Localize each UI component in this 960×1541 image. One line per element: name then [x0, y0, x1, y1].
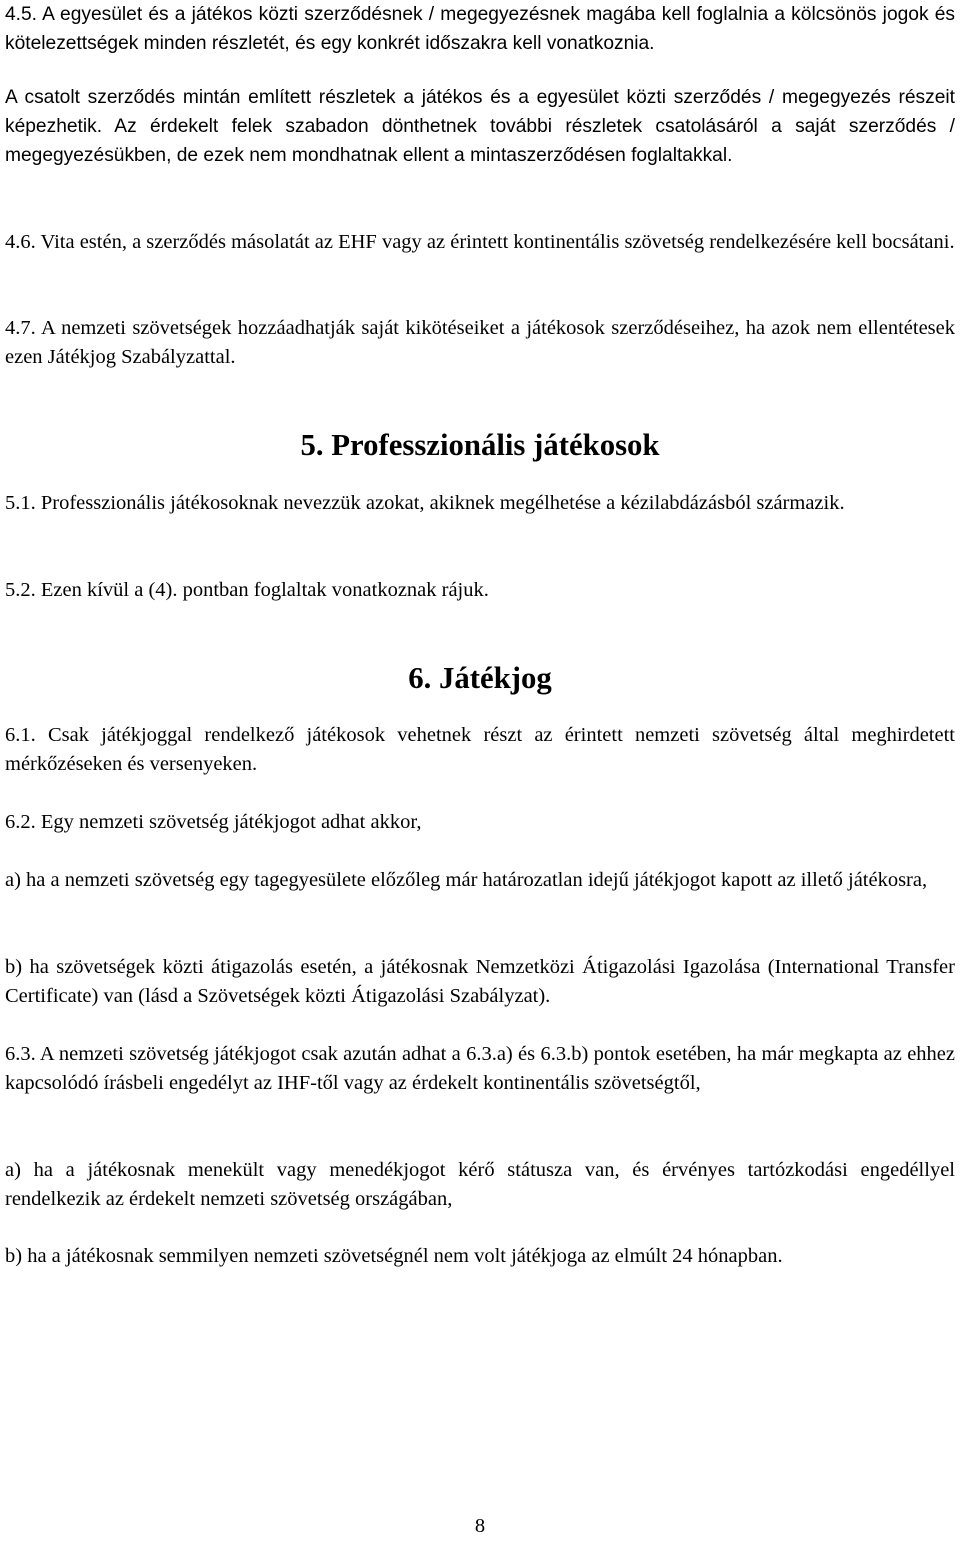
- paragraph-4-6: 4.6. Vita estén, a szerződés másolatát az EHF vagy az érintett kontinentális szövetség rendelkezésére kell bocsátani.: [5, 231, 955, 253]
- paragraph-contract-details: A csatolt szerződés mintán említett részletek a játékos és a egyesület közti szerződés / megegyezés részeit képezhetik. Az érdekelt felek szabadon dönthetnek további részletek csatolásáról a saját szerződés / megegyezésükben, de ezek nem mondhatnak ellent a mintaszerződésen foglaltakkal.: [5, 87, 955, 166]
- paragraph-5-2: 5.2. Ezen kívül a (4). pontban foglaltak vonatkoznak rájuk.: [5, 579, 489, 601]
- paragraph-6-3-b: b) ha a játékosnak semmilyen nemzeti szövetségnél nem volt játékjoga az elmúlt 24 hónapban.: [5, 1245, 783, 1267]
- paragraph-6-1: 6.1. Csak játékjoggal rendelkező játékosok vehetnek részt az érintett nemzeti szövetség által meghirdetett mérkőzéseken és versenyeken.: [5, 724, 955, 775]
- section-6-heading: 6. Játékjog: [408, 661, 552, 695]
- paragraph-6-3: 6.3. A nemzeti szövetség játékjogot csak azután adhat a 6.3.a) és 6.3.b) pontok esetében, ha már megkapta az ehhez kapcsolódó írásbeli engedélyt az IHF-től vagy az érdekelt kontinentális szövetségtől,: [5, 1043, 955, 1094]
- paragraph-4-7: 4.7. A nemzeti szövetségek hozzáadhatják saját kikötéseiket a játékosok szerződéseihez, ha azok nem ellentétesek ezen Játékjog Szabályzattal.: [5, 317, 955, 368]
- paragraph-6-3-a: a) ha a játékosnak menekült vagy menedékjogot kérő státusza van, és érvényes tartózkodási engedéllyel rendelkezik az érdekelt nemzeti szövetség országában,: [5, 1159, 955, 1210]
- document-page: [5, 0, 955, 1537]
- paragraph-4-5: 4.5. A egyesület és a játékos közti szerződésnek / megegyezésnek magába kell foglalnia a kölcsönös jogok és kötelezettségek minden részletét, és egy konkrét időszakra kell vonatkoznia.: [5, 4, 955, 54]
- paragraph-6-2-b: b) ha szövetségek közti átigazolás esetén, a játékosnak Nemzetközi Átigazolási Igazolása (International Transfer Certificate) van (lásd a Szövetségek közti Átigazolási Szabályzat).: [5, 956, 955, 1007]
- paragraph-6-2-a: a) ha a nemzeti szövetség egy tagegyesülete előzőleg már határozatlan idejű játékjogot kapott az illető játékosra,: [5, 869, 928, 891]
- page-number: 8: [474, 1515, 486, 1537]
- paragraph-5-1: 5.1. Professzionális játékosoknak nevezzük azokat, akiknek megélhetése a kézilabdázásból származik.: [5, 492, 845, 514]
- paragraph-6-2: 6.2. Egy nemzeti szövetség játékjogot adhat akkor,: [5, 811, 422, 833]
- section-5-heading: 5. Professzionális játékosok: [300, 428, 660, 462]
